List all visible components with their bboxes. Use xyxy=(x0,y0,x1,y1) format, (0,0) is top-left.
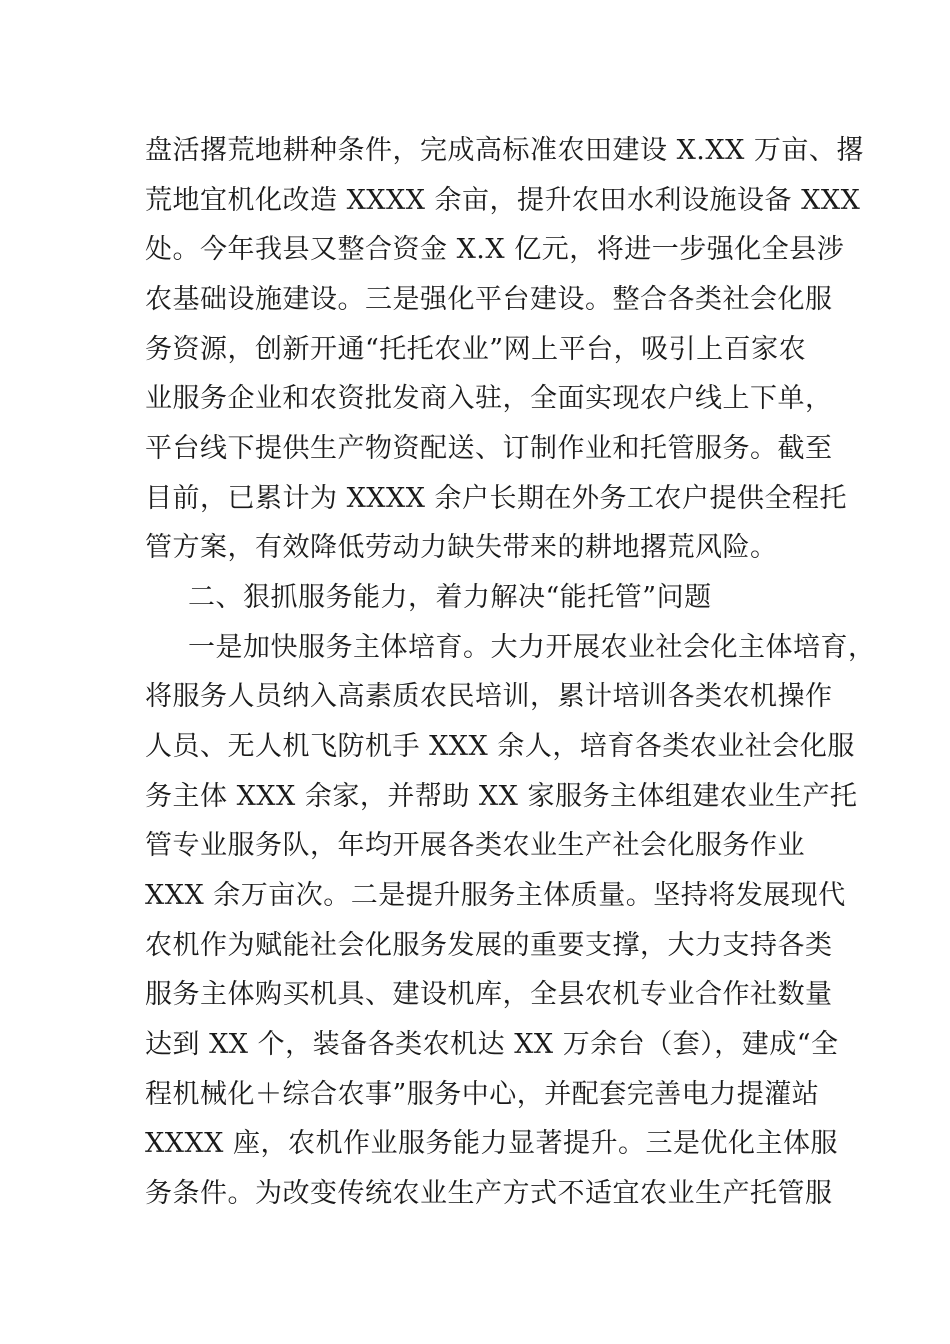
text-line: XXX 余万亩次。二是提升服务主体质量。坚持将发展现代 xyxy=(145,880,846,911)
text-line: 平台线下提供生产物资配送、订制作业和托管服务。截至 xyxy=(145,433,833,464)
text-line: 一是加快服务主体培育。大力开展农业社会化主体培育， xyxy=(188,632,876,663)
text-line: 业服务企业和农资批发商入驻，全面实现农户线上下单， xyxy=(145,383,833,414)
text-line: 盘活撂荒地耕种条件，完成高标准农田建设 X.XX 万亩、撂 xyxy=(145,135,864,166)
text-line: 达到 XX 个，装备各类农机达 XX 万余台（套），建成“全 xyxy=(145,1029,839,1060)
text-line: 处。今年我县又整合资金 X.X 亿元，将进一步强化全县涉 xyxy=(145,234,845,265)
text-line: 管专业服务队，年均开展各类农业生产社会化服务作业 xyxy=(145,830,805,861)
text-line: 程机械化＋综合农事”服务中心，并配套完善电力提灌站 xyxy=(145,1079,820,1110)
text-line: 人员、无人机飞防机手 XXX 余人，培育各类农业社会化服 xyxy=(145,731,855,762)
text-line: 务条件。为改变传统农业生产方式不适宜农业生产托管服 xyxy=(145,1178,833,1209)
text-line: 管方案，有效降低劳动力缺失带来的耕地撂荒风险。 xyxy=(145,532,778,563)
text-line: 目前，已累计为 XXXX 余户长期在外务工农户提供全程托 xyxy=(145,483,848,514)
text-line: 将服务人员纳入高素质农民培训，累计培训各类农机操作 xyxy=(145,681,833,712)
text-line: XXXX 座，农机作业服务能力显著提升。三是优化主体服 xyxy=(145,1128,838,1159)
text-line: 农基础设施建设。三是强化平台建设。整合各类社会化服 xyxy=(145,284,833,315)
text-line: 务主体 XXX 余家，并帮助 XX 家服务主体组建农业生产托 xyxy=(145,781,858,812)
text-line: 荒地宜机化改造 XXXX 余亩，提升农田水利设施设备 XXX xyxy=(145,185,861,216)
section-heading: 二、狠抓服务能力，着力解决“能托管”问题 xyxy=(188,582,712,613)
text-line: 务资源，创新开通“托托农业”网上平台，吸引上百家农 xyxy=(145,334,807,365)
text-line: 农机作为赋能社会化服务发展的重要支撑，大力支持各类 xyxy=(145,930,833,961)
text-line: 服务主体购买机具、建设机库，全县农机专业合作社数量 xyxy=(145,979,833,1010)
